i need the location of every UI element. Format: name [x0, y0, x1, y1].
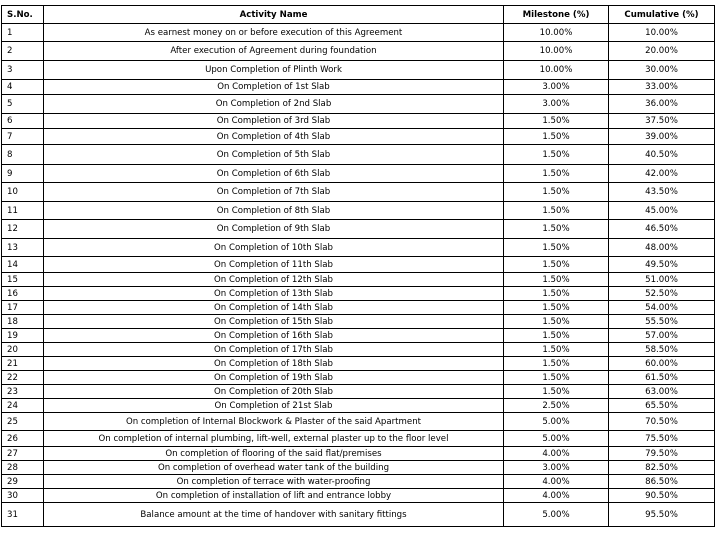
cell-sno: 25	[2, 413, 44, 431]
table-row	[2, 24, 715, 42]
table-row	[2, 315, 715, 329]
cell-cumulative: 57.00%	[609, 329, 715, 343]
table-row	[2, 80, 715, 95]
cell-sno: 24	[2, 399, 44, 413]
cell-activity: Upon Completion of Plinth Work	[44, 61, 504, 80]
cell-sno: 27	[2, 447, 44, 461]
table-row	[2, 114, 715, 129]
table-row	[2, 273, 715, 287]
cell-activity: On Completion of 11th Slab	[44, 257, 504, 273]
cell-sno: 3	[2, 61, 44, 80]
cell-activity: On completion of flooring of the said flat/premises	[44, 447, 504, 461]
table-row	[2, 461, 715, 475]
table-row	[2, 371, 715, 385]
cell-cumulative: 63.00%	[609, 385, 715, 399]
cell-sno: 29	[2, 475, 44, 489]
cell-milestone: 1.50%	[504, 165, 609, 183]
cell-cumulative: 65.50%	[609, 399, 715, 413]
cell-milestone: 3.00%	[504, 461, 609, 475]
cell-activity: On Completion of 9th Slab	[44, 220, 504, 239]
cell-activity: On completion of internal plumbing, lift-well, external plaster up to the floor level	[44, 431, 504, 447]
cell-sno: 12	[2, 220, 44, 239]
payment-schedule-table	[1, 5, 715, 527]
cell-cumulative: 79.50%	[609, 447, 715, 461]
cell-milestone: 10.00%	[504, 42, 609, 61]
cell-activity: On Completion of 20th Slab	[44, 385, 504, 399]
cell-milestone: 5.00%	[504, 413, 609, 431]
cell-activity: On Completion of 1st Slab	[44, 80, 504, 95]
cell-cumulative: 49.50%	[609, 257, 715, 273]
cell-activity: On Completion of 8th Slab	[44, 202, 504, 220]
cell-activity: Balance amount at the time of handover with sanitary fittings	[44, 503, 504, 527]
header-activity: Activity Name	[44, 6, 504, 24]
cell-milestone: 1.50%	[504, 343, 609, 357]
cell-cumulative: 82.50%	[609, 461, 715, 475]
cell-sno: 30	[2, 489, 44, 503]
cell-milestone: 5.00%	[504, 503, 609, 527]
table-row	[2, 183, 715, 202]
table-row	[2, 287, 715, 301]
cell-sno: 22	[2, 371, 44, 385]
cell-cumulative: 61.50%	[609, 371, 715, 385]
cell-cumulative: 51.00%	[609, 273, 715, 287]
cell-milestone: 10.00%	[504, 61, 609, 80]
cell-sno: 31	[2, 503, 44, 527]
table-row	[2, 220, 715, 239]
cell-sno: 14	[2, 257, 44, 273]
cell-sno: 18	[2, 315, 44, 329]
cell-cumulative: 10.00%	[609, 24, 715, 42]
table-row	[2, 165, 715, 183]
table-body	[2, 24, 715, 527]
cell-activity: On Completion of 3rd Slab	[44, 114, 504, 129]
cell-milestone: 5.00%	[504, 431, 609, 447]
cell-milestone: 1.50%	[504, 220, 609, 239]
table-row	[2, 475, 715, 489]
cell-sno: 5	[2, 95, 44, 114]
cell-milestone: 1.50%	[504, 129, 609, 145]
cell-cumulative: 46.50%	[609, 220, 715, 239]
cell-sno: 13	[2, 239, 44, 257]
cell-sno: 1	[2, 24, 44, 42]
cell-sno: 11	[2, 202, 44, 220]
cell-cumulative: 45.00%	[609, 202, 715, 220]
header-row	[2, 6, 715, 24]
table-row	[2, 257, 715, 273]
table-row	[2, 503, 715, 527]
cell-activity: On completion of overhead water tank of the building	[44, 461, 504, 475]
cell-cumulative: 37.50%	[609, 114, 715, 129]
cell-milestone: 1.50%	[504, 257, 609, 273]
cell-sno: 6	[2, 114, 44, 129]
cell-milestone: 1.50%	[504, 239, 609, 257]
cell-cumulative: 36.00%	[609, 95, 715, 114]
cell-milestone: 1.50%	[504, 287, 609, 301]
cell-sno: 20	[2, 343, 44, 357]
cell-activity: On Completion of 5th Slab	[44, 145, 504, 165]
cell-milestone: 1.50%	[504, 371, 609, 385]
cell-cumulative: 33.00%	[609, 80, 715, 95]
table-row	[2, 431, 715, 447]
table-row	[2, 447, 715, 461]
cell-activity: On Completion of 17th Slab	[44, 343, 504, 357]
cell-activity: On Completion of 10th Slab	[44, 239, 504, 257]
cell-cumulative: 30.00%	[609, 61, 715, 80]
cell-cumulative: 54.00%	[609, 301, 715, 315]
cell-activity: On Completion of 4th Slab	[44, 129, 504, 145]
cell-cumulative: 60.00%	[609, 357, 715, 371]
cell-sno: 19	[2, 329, 44, 343]
cell-cumulative: 43.50%	[609, 183, 715, 202]
cell-milestone: 10.00%	[504, 24, 609, 42]
cell-sno: 16	[2, 287, 44, 301]
cell-cumulative: 39.00%	[609, 129, 715, 145]
cell-sno: 28	[2, 461, 44, 475]
cell-activity: On Completion of 14th Slab	[44, 301, 504, 315]
cell-activity: On Completion of 6th Slab	[44, 165, 504, 183]
cell-milestone: 1.50%	[504, 357, 609, 371]
cell-cumulative: 95.50%	[609, 503, 715, 527]
cell-activity: On Completion of 2nd Slab	[44, 95, 504, 114]
cell-activity: As earnest money on or before execution of this Agreement	[44, 24, 504, 42]
cell-cumulative: 75.50%	[609, 431, 715, 447]
cell-sno: 17	[2, 301, 44, 315]
cell-sno: 7	[2, 129, 44, 145]
header-milestone: Milestone (%)	[504, 6, 609, 24]
cell-activity: After execution of Agreement during foundation	[44, 42, 504, 61]
table-row	[2, 301, 715, 315]
table-row	[2, 329, 715, 343]
cell-activity: On Completion of 19th Slab	[44, 371, 504, 385]
cell-cumulative: 52.50%	[609, 287, 715, 301]
cell-activity: On Completion of 13th Slab	[44, 287, 504, 301]
cell-sno: 15	[2, 273, 44, 287]
table-row	[2, 385, 715, 399]
table-row	[2, 202, 715, 220]
table-row	[2, 145, 715, 165]
cell-milestone: 4.00%	[504, 489, 609, 503]
cell-sno: 10	[2, 183, 44, 202]
cell-milestone: 1.50%	[504, 202, 609, 220]
cell-activity: On completion of Internal Blockwork & Plaster of the said Apartment	[44, 413, 504, 431]
table-row	[2, 129, 715, 145]
header-sno: S.No.	[2, 6, 44, 24]
cell-milestone: 1.50%	[504, 183, 609, 202]
cell-cumulative: 90.50%	[609, 489, 715, 503]
cell-milestone: 1.50%	[504, 273, 609, 287]
table-row	[2, 399, 715, 413]
cell-cumulative: 40.50%	[609, 145, 715, 165]
cell-sno: 8	[2, 145, 44, 165]
cell-cumulative: 55.50%	[609, 315, 715, 329]
cell-sno: 9	[2, 165, 44, 183]
cell-sno: 21	[2, 357, 44, 371]
cell-cumulative: 70.50%	[609, 413, 715, 431]
table-row	[2, 239, 715, 257]
table-row	[2, 42, 715, 61]
cell-milestone: 1.50%	[504, 329, 609, 343]
cell-activity: On Completion of 16th Slab	[44, 329, 504, 343]
cell-milestone: 3.00%	[504, 80, 609, 95]
cell-milestone: 4.00%	[504, 447, 609, 461]
cell-cumulative: 42.00%	[609, 165, 715, 183]
table-row	[2, 489, 715, 503]
table-row	[2, 357, 715, 371]
cell-activity: On Completion of 15th Slab	[44, 315, 504, 329]
cell-activity: On completion of installation of lift and entrance lobby	[44, 489, 504, 503]
header-cumulative: Cumulative (%)	[609, 6, 715, 24]
cell-activity: On completion of terrace with water-proofing	[44, 475, 504, 489]
cell-activity: On Completion of 18th Slab	[44, 357, 504, 371]
cell-sno: 2	[2, 42, 44, 61]
cell-milestone: 1.50%	[504, 301, 609, 315]
cell-activity: On Completion of 12th Slab	[44, 273, 504, 287]
cell-milestone: 1.50%	[504, 145, 609, 165]
cell-milestone: 4.00%	[504, 475, 609, 489]
cell-activity: On Completion of 21st Slab	[44, 399, 504, 413]
cell-sno: 23	[2, 385, 44, 399]
cell-activity: On Completion of 7th Slab	[44, 183, 504, 202]
cell-milestone: 1.50%	[504, 114, 609, 129]
cell-cumulative: 58.50%	[609, 343, 715, 357]
table-row	[2, 95, 715, 114]
cell-cumulative: 48.00%	[609, 239, 715, 257]
table-row	[2, 413, 715, 431]
cell-milestone: 1.50%	[504, 385, 609, 399]
cell-cumulative: 86.50%	[609, 475, 715, 489]
table-row	[2, 61, 715, 80]
cell-sno: 4	[2, 80, 44, 95]
table-row	[2, 343, 715, 357]
cell-sno: 26	[2, 431, 44, 447]
cell-milestone: 2.50%	[504, 399, 609, 413]
cell-milestone: 1.50%	[504, 315, 609, 329]
cell-cumulative: 20.00%	[609, 42, 715, 61]
cell-milestone: 3.00%	[504, 95, 609, 114]
